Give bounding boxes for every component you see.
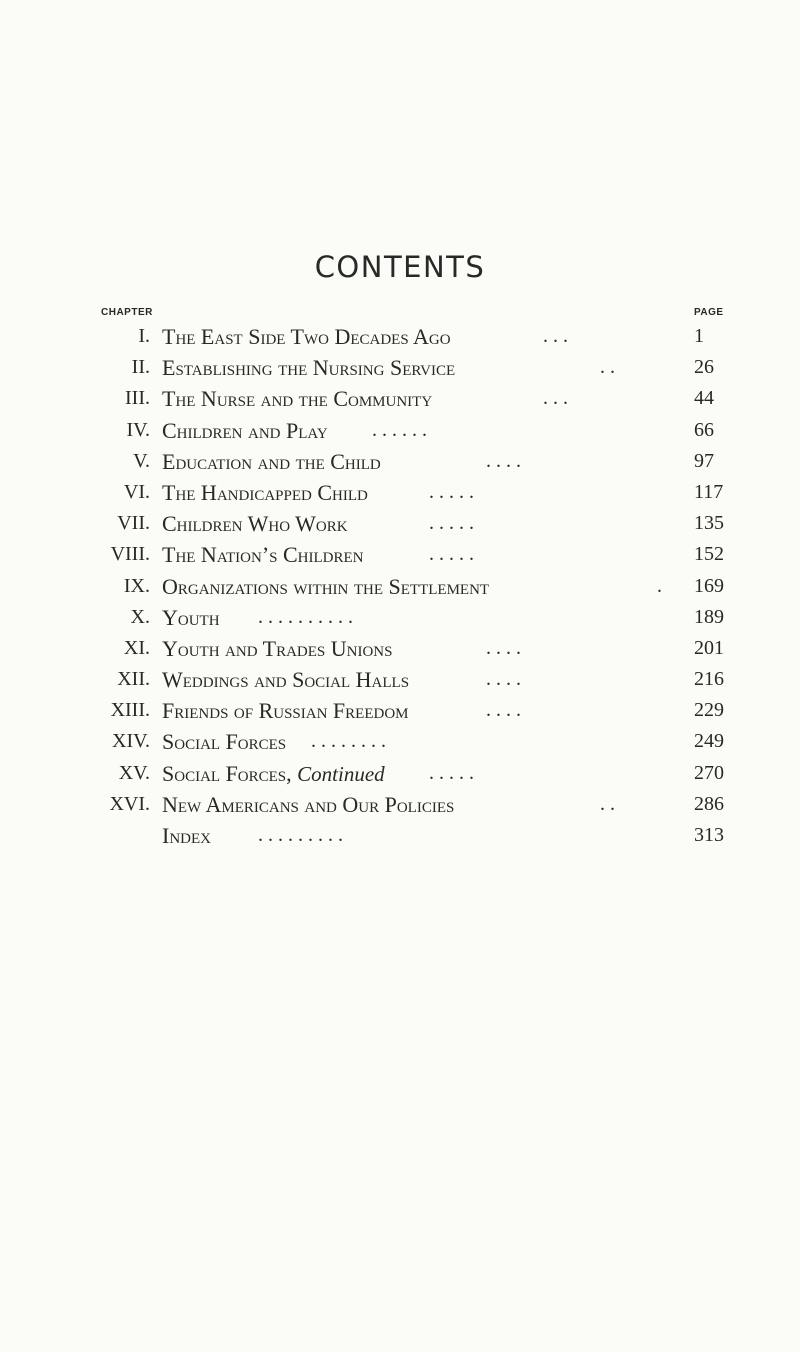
dot-leader: . . . bbox=[543, 387, 568, 410]
chapter-number: III. bbox=[125, 387, 150, 410]
toc-entry-9 bbox=[0, 571, 800, 602]
page-column-header: PAGE bbox=[694, 307, 724, 318]
toc-entry-6 bbox=[0, 477, 800, 508]
dot-leader: . . bbox=[600, 792, 615, 815]
page-number: 169 bbox=[694, 574, 724, 597]
chapter-number: V. bbox=[133, 449, 150, 472]
toc-entry-11 bbox=[0, 633, 800, 664]
toc-entry-2 bbox=[0, 352, 800, 383]
chapter-number: XIII. bbox=[110, 699, 150, 722]
chapter-number: VI. bbox=[123, 480, 150, 503]
chapter-title: Weddings and Social Halls bbox=[162, 667, 410, 693]
chapter-title: Children Who Work bbox=[162, 511, 348, 537]
chapter-number: I. bbox=[138, 325, 150, 347]
page-number: 1 bbox=[694, 325, 704, 347]
toc-entry-12 bbox=[0, 664, 800, 695]
page-heading: CONTENTS bbox=[314, 250, 486, 284]
toc-entry-13 bbox=[0, 695, 800, 726]
dot-leader: . . bbox=[600, 356, 615, 379]
chapter-number: XIV. bbox=[112, 730, 150, 753]
dot-leader: . . . . bbox=[486, 636, 521, 659]
chapter-number: XII. bbox=[117, 668, 150, 691]
page-number: 26 bbox=[694, 356, 714, 379]
chapter-title-main: Social Forces, bbox=[162, 760, 292, 786]
toc-entry-14 bbox=[0, 726, 800, 757]
chapter-title: The Nurse and the Community bbox=[162, 386, 433, 412]
toc-entry-4 bbox=[0, 415, 800, 446]
page-number: 152 bbox=[694, 543, 724, 566]
chapter-title bbox=[162, 758, 385, 790]
page-number: 66 bbox=[694, 418, 714, 441]
dot-leader: . . . . . bbox=[429, 543, 474, 566]
toc-entry-7 bbox=[0, 508, 800, 539]
chapter-number: XV. bbox=[118, 761, 150, 784]
chapter-title: The Handicapped Child bbox=[162, 479, 368, 505]
page-number: 97 bbox=[694, 449, 714, 472]
dot-leader: . bbox=[657, 574, 662, 597]
chapter-number: VII. bbox=[117, 512, 150, 535]
chapter-column-header: CHAPTER bbox=[101, 307, 153, 318]
chapter-number: X. bbox=[130, 605, 150, 628]
chapter-title-italic: Continued bbox=[297, 761, 385, 786]
toc-entry-15 bbox=[0, 758, 800, 789]
chapter-title: Youth bbox=[162, 604, 220, 630]
chapter-title: Organizations within the Settlement bbox=[162, 573, 490, 599]
table-of-contents bbox=[0, 321, 800, 851]
page-number: 286 bbox=[694, 792, 724, 815]
toc-entry-8 bbox=[0, 539, 800, 570]
toc-entry-17 bbox=[0, 820, 800, 851]
chapter-title: Education and the Child bbox=[162, 448, 381, 474]
chapter-number: XI. bbox=[123, 636, 150, 659]
chapter-title: Index bbox=[162, 823, 211, 848]
page-number: 117 bbox=[694, 480, 724, 503]
page-number: 249 bbox=[694, 730, 724, 753]
chapter-title: New Americans and Our Policies bbox=[162, 791, 455, 817]
chapter-number: VIII. bbox=[110, 543, 150, 566]
dot-leader: . . . . . . bbox=[372, 418, 427, 441]
toc-entry-1 bbox=[0, 321, 800, 352]
chapter-title: Establishing the Nursing Service bbox=[162, 355, 456, 381]
chapter-number: XVI. bbox=[109, 792, 150, 815]
page-number: 189 bbox=[694, 605, 724, 628]
chapter-number: II. bbox=[131, 356, 150, 379]
toc-entry-3 bbox=[0, 383, 800, 414]
page-number: 229 bbox=[694, 699, 724, 722]
page-number: 44 bbox=[694, 387, 714, 410]
chapter-title: Friends of Russian Freedom bbox=[162, 698, 409, 724]
dot-leader: . . . . . bbox=[429, 761, 474, 784]
page-number: 135 bbox=[694, 512, 724, 535]
page-number: 313 bbox=[694, 824, 724, 846]
toc-entry-16 bbox=[0, 789, 800, 820]
chapter-title: Social Forces bbox=[162, 729, 287, 755]
dot-leader: . . . . . bbox=[429, 480, 474, 503]
chapter-title: The Nation’s Children bbox=[162, 542, 364, 568]
dot-leader: . . . . bbox=[486, 699, 521, 722]
dot-leader: . . . . . bbox=[429, 512, 474, 535]
dot-leader: . . . . . . . . bbox=[311, 730, 386, 753]
toc-entry-10 bbox=[0, 602, 800, 633]
page-number: 201 bbox=[694, 636, 724, 659]
dot-leader: . . . . . . . . . . bbox=[258, 605, 353, 628]
chapter-title: Youth and Trades Unions bbox=[162, 635, 393, 661]
dot-leader: . . . . bbox=[486, 668, 521, 691]
toc-entry-5 bbox=[0, 446, 800, 477]
chapter-title: Children and Play bbox=[162, 417, 328, 443]
chapter-title: The East Side Two Decades Ago bbox=[162, 324, 451, 349]
dot-leader: . . . . bbox=[486, 449, 521, 472]
chapter-number: IV. bbox=[126, 418, 150, 441]
page-number: 270 bbox=[694, 761, 724, 784]
dot-leader: . . . bbox=[543, 325, 568, 347]
page-number: 216 bbox=[694, 668, 724, 691]
chapter-number: IX. bbox=[123, 574, 150, 597]
dot-leader: . . . . . . . . . bbox=[258, 824, 343, 846]
